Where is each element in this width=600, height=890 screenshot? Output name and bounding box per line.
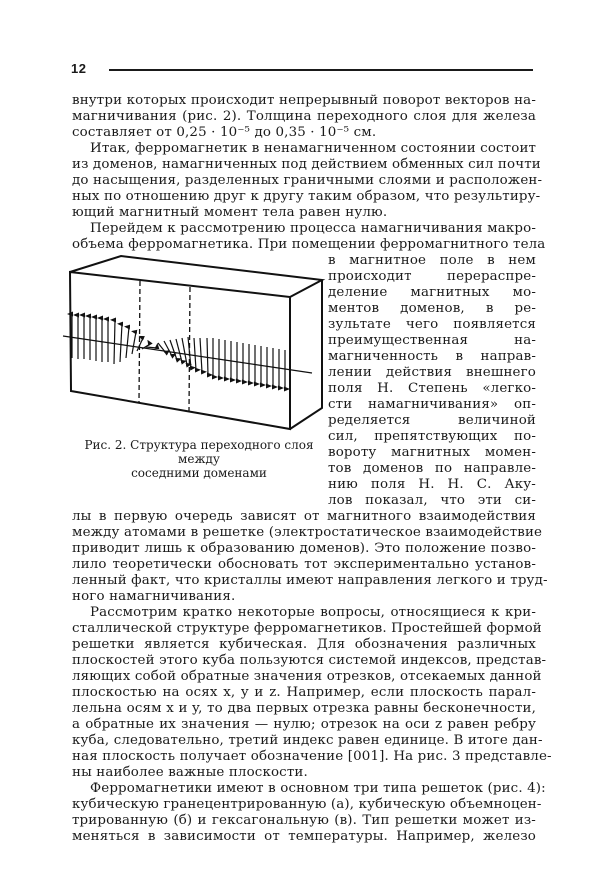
text-line: сталлической структуре ферромагнетиков. Простейшей формой [72, 621, 542, 636]
text-line: лило теоретически обосновать тот экспериментально установ- [72, 557, 536, 572]
text-line: лов показал, что эти си- [328, 493, 536, 508]
text-line: сти намагничивания» оп- [328, 397, 536, 412]
text-line: составляет от 0,25 · 10⁻⁵ до 0,35 · 10⁻⁵ см. [72, 125, 377, 140]
text-line: происходит перераспре- [328, 269, 536, 284]
text-line: до насыщения, разделенных граничными слоями и расположен- [72, 173, 543, 188]
text-line: ны наиболее важные плоскости. [72, 765, 308, 780]
text-line: ределяется величиной [328, 413, 536, 428]
text-line: меняться в зависимости от температуры. Например, железо [72, 829, 536, 844]
text-line: лы в первую очередь зависят от магнитного взаимодействия [72, 509, 536, 524]
figure-caption [68, 438, 330, 480]
text-line: нию поля H. Н. С. Аку- [328, 477, 536, 492]
text-line: зультате чего появляется [328, 317, 536, 332]
text-line: лельна осям x и y, то два первых отрезка равны бесконечности, [72, 701, 536, 716]
header-rule [109, 69, 533, 71]
text-line: приводит лишь к образованию доменов). Это положение позво- [72, 541, 536, 556]
text-line: в магнитное поле в нем [328, 253, 536, 268]
text-line: между атомами в решетке (электростатическое взаимодействие [72, 525, 543, 540]
figure-domain-wall [60, 248, 332, 433]
text-line: преимущественная на- [328, 333, 536, 348]
text-line: объема ферромагнетика. При помещении ферромагнитного тела [72, 237, 546, 252]
text-line: тов доменов по направле- [328, 461, 536, 476]
text-line: деление магнитных мо- [328, 285, 536, 300]
text-line: ных по отношению друг к другу таким образом, что результиру- [72, 189, 541, 204]
text-line: а обратные их значения — нулю; отрезок на оси z равен ребру [72, 717, 536, 732]
text-line: трированную (б) и гексагональную (в). Тип решетки может из- [72, 813, 536, 828]
page-number: 12 [71, 61, 87, 76]
text-line: Перейдем к рассмотрению процесса намагничивания макро- [90, 221, 536, 236]
text-line: ная плоскость получает обозначение [001]. На рис. 3 представле- [72, 749, 552, 764]
text-line: поля H. Степень «легко- [328, 381, 536, 396]
caption-line-2: соседними доменами [131, 466, 267, 480]
text-line: Итак, ферромагнетик в ненамагниченном состоянии состоит [90, 141, 537, 156]
text-line: лении действия внешнего [328, 365, 536, 380]
text-line: ленный факт, что кристаллы имеют направления легкого и труд- [72, 573, 548, 588]
text-line: плоскостью на осях x, y и z. Например, если плоскость парал- [72, 685, 536, 700]
text-line: сил, препятствующих по- [328, 429, 536, 444]
text-line: ментов доменов, в ре- [328, 301, 536, 316]
text-line: кубическую гранецентрированную (а), кубическую объемноцен- [72, 797, 542, 812]
text-line: магничивания (рис. 2). Толщина переходного слоя для железа [72, 109, 536, 124]
text-line: ляющих собой обратные значения отрезков, отсекаемых данной [72, 669, 542, 684]
text-line: решетки является кубическая. Для обозначения различных [72, 637, 536, 652]
text-line: вороту магнитных момен- [328, 445, 536, 460]
text-line: ного намагничивания. [72, 589, 236, 604]
text-line: из доменов, намагниченных под действием обменных сил почти [72, 157, 541, 172]
text-line: плоскостей этого куба пользуются системой индексов, представ- [72, 653, 547, 668]
text-line: ющий магнитный момент тела равен нулю. [72, 205, 388, 220]
text-line: магниченность в направ- [328, 349, 536, 364]
text-line: внутри которых происходит непрерывный поворот векторов на- [72, 93, 536, 108]
text-line: Рассмотрим кратко некоторые вопросы, относящиеся к кри- [90, 605, 536, 620]
caption-line-1: Рис. 2. Структура переходного слоя между [84, 438, 314, 466]
text-line: куба, следовательно, третий индекс равен единице. В итоге дан- [72, 733, 543, 748]
text-line: Ферромагнетики имеют в основном три типа решеток (рис. 4): [90, 781, 546, 796]
